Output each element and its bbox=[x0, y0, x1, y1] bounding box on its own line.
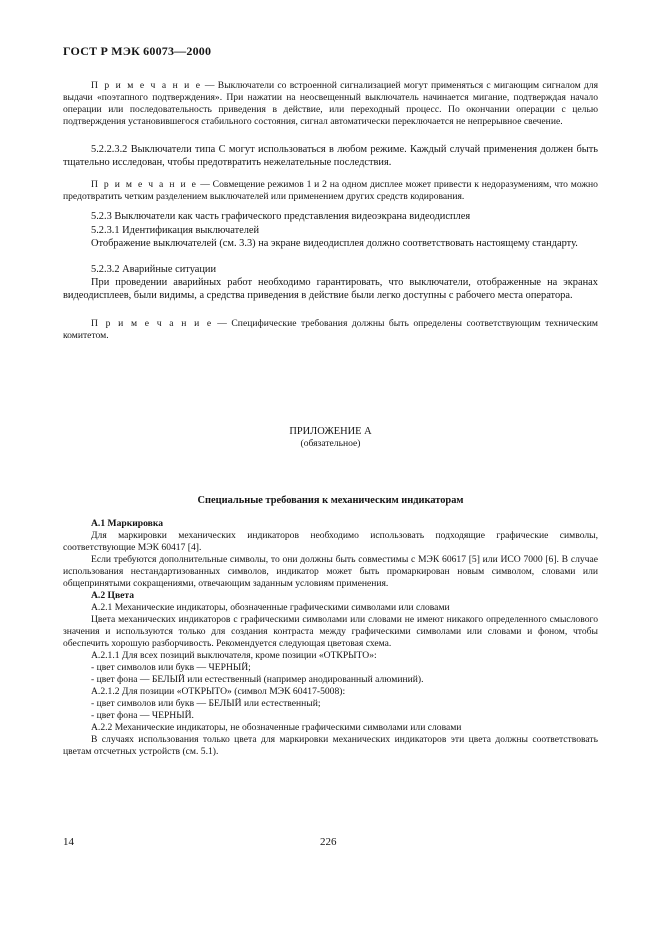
section-heading-a2-1-1: А.2.1.1 Для всех позиций выключателя, кроме позиции «ОТКРЫТО»: bbox=[91, 650, 377, 661]
appendix-title: ПРИЛОЖЕНИЕ А bbox=[289, 426, 372, 437]
paragraph-5-2-2-3-2: 5.2.2.3.2 Выключатели типа С могут использоваться в любом режиме. Каждый случай применения должен быть тщательно исследован, чтобы предотвратить нежелательные последствия. bbox=[63, 144, 598, 168]
paragraph-a1-2: Если требуются дополнительные символы, то они должны быть совместимы с МЭК 60617 [5] или ИСО 7000 [6]. В случае использования нестандартизованных символов, индикатор может быть промаркирован новым символом, словами или общепринятыми сокращениями, отвечающим заданным условиям применения. bbox=[63, 554, 598, 589]
section-heading-5-2-3-1: 5.2.3.1 Идентификация выключателей bbox=[91, 225, 260, 236]
note-label: П р и м е ч а н и е bbox=[91, 318, 213, 329]
list-item: - цвет фона — БЕЛЫЙ или естественный (например анодированный алюминий). bbox=[91, 674, 424, 685]
section-heading-a2-2: А.2.2 Механические индикаторы, не обозначенные графическими символами или словами bbox=[91, 722, 462, 733]
note-paragraph bbox=[63, 179, 598, 203]
section-heading-5-2-3-2: 5.2.3.2 Аварийные ситуации bbox=[91, 264, 217, 275]
note-paragraph bbox=[63, 318, 598, 342]
note-text: — Специфические требования должны быть определены соответствующим техническим комитетом. bbox=[63, 318, 598, 341]
section-heading-a2-1: А.2.1 Механические индикаторы, обозначенные графическими символами или словами bbox=[91, 602, 450, 613]
paragraph-5-2-3-2: При проведении аварийных работ необходимо гарантировать, что выключатели, отображенные на экранах видеодисплеев, были видимы, а средства приведения в действие были легко доступны с рабочего места оператора. bbox=[63, 277, 598, 301]
note-label: П р и м е ч а н и е bbox=[91, 179, 198, 190]
page-number-center: 226 bbox=[320, 836, 337, 848]
note-label: П р и м е ч а н и е bbox=[91, 80, 202, 91]
note-text: — Совмещение режимов 1 и 2 на одном дисплее может привести к недоразумениям, что можно предотвратить четким разделением выключателей или применением других средств кодирования. bbox=[63, 179, 598, 202]
paragraph-5-2-3-1: Отображение выключателей (см. 3.3) на экране видеодисплея должно соответствовать настоящему стандарту. bbox=[91, 238, 578, 249]
section-heading-a2: А.2 Цвета bbox=[91, 590, 135, 601]
note-paragraph bbox=[63, 80, 598, 128]
page-number-left: 14 bbox=[63, 836, 74, 848]
list-item: - цвет фона — ЧЕРНЫЙ. bbox=[91, 710, 194, 721]
list-item: - цвет символов или букв — ЧЕРНЫЙ; bbox=[91, 662, 251, 673]
section-heading-5-2-3: 5.2.3 Выключатели как часть графического представления видеоэкрана видеодисплея bbox=[91, 211, 471, 222]
list-item: - цвет символов или букв — БЕЛЫЙ или естественный; bbox=[91, 698, 321, 709]
note-text: — Выключатели со встроенной сигнализацией могут применяться с мигающим сигналом для выдачи «поэтапного подтверждения». При нажатии на неосвещенный выключатель начинается мигание, подтверждая начало операции или последовательность приведения в действие, или переходный процесс. По окончании операции с целью подтверждения установившегося стабильного состояния, сигнал автоматически переключается не непрерывное свечение. bbox=[63, 80, 598, 127]
paragraph-a1-1: Для маркировки механических индикаторов необходимо использовать подходящие графические символы, соответствующие МЭК 60417 [4]. bbox=[63, 530, 598, 553]
section-heading-a2-1-2: А.2.1.2 Для позиции «ОТКРЫТО» (символ МЭК 60417-5008): bbox=[91, 686, 346, 697]
appendix-heading: Специальные требования к механическим индикаторам bbox=[197, 495, 464, 506]
section-heading-a1: А.1 Маркировка bbox=[91, 518, 164, 529]
paragraph-a2-1: Цвета механических индикаторов с графическими символами или словами не имеют никакого определенного смыслового значения и используются только для создания контраста между графическими символами или словами и фоном, чтобы обеспечить хорошую разборчивость. Рекомендуется следующая цветовая схема. bbox=[63, 614, 598, 649]
paragraph-a2-2: В случаях использования только цвета для маркировки механических индикаторов эти цвета должны соответствовать цветам отсчетных устройств (см. 5.1). bbox=[63, 734, 598, 757]
document-header: ГОСТ Р МЭК 60073—2000 bbox=[63, 44, 212, 58]
appendix-status: (обязательное) bbox=[300, 438, 361, 449]
